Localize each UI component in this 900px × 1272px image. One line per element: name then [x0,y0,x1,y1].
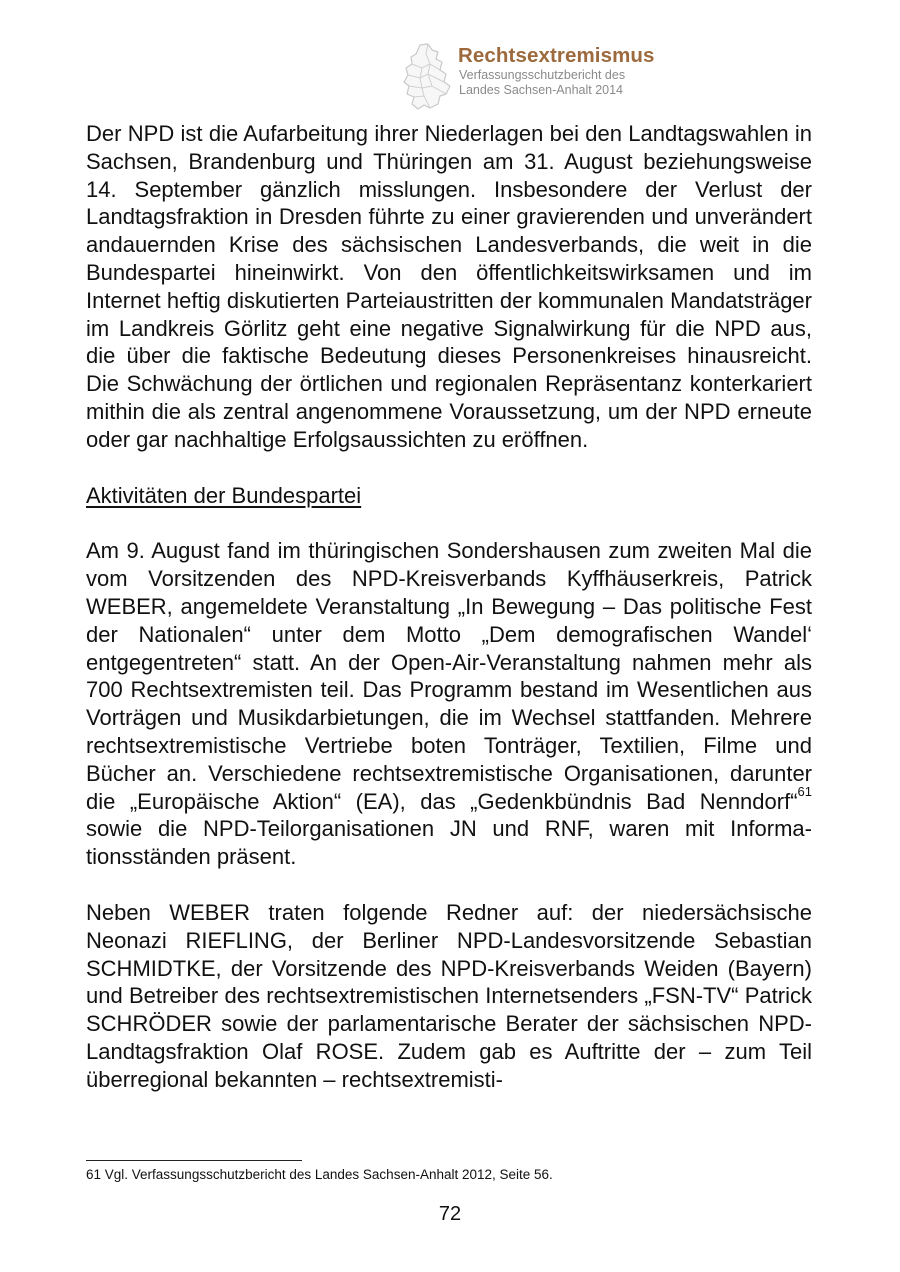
report-title: Rechtsextremismus [458,44,655,67]
footnote-61: 61 Vgl. Verfassungsschutzbericht des Landes Sachsen-Anhalt 2012, Seite 56. [86,1167,553,1182]
section-heading: Aktivitäten der Bundespartei [86,482,362,508]
page-number: 72 [438,1203,462,1225]
main-content [86,120,812,1094]
paragraph-2-text: Am 9. August fand im thüringischen Sondershausen zum zweiten Mal die vom Vorsitzenden des NPD-Kreisverbands Kyffhäuserkreis, Patrick WEBER, angemeldete Veranstaltung „In Bewegung – Das politische Fest der Nationalen“ unter dem Motto „Dem demografischen Wandel‘ entgegentreten“ statt. An der Open-Air-Veranstaltung nahmen mehr als 700 Rechtsextremisten teil. Das Programm bestand im Wesentlichen aus Vorträgen und Musikdarbietungen, die im Wechsel stattfanden. Mehrere rechtsextremistische Vertriebe boten Tonträger, Textilien, Filme und Bücher an. Verschiedene rechtsextremistische Organisationen, darunter die „Europäische Aktion“ (EA), das „Gedenkbündnis Bad Nenndorf“ [86,538,812,814]
report-subtitle-line1: Verfassungsschutzbericht des [459,68,626,82]
footnote-divider [86,1160,302,1161]
page-header [398,40,698,112]
footnote-reference: 61 [797,783,812,799]
body-paragraph-1: Der NPD ist die Aufarbeitung ihrer Niederlagen bei den Landtagswahlen in Sachsen, Brandenburg und Thüringen am 31. August beziehungsweise 14. September gänzlich misslungen. Insbesondere der Verlust der Landtagsfraktion in Dresden führte zu einer gravierenden und unverändert andauernden Krise des sächsischen Landesverbands, die weit in die Bundespartei hineinwirkt. Von den öffentlichkeitswirksamen und im Internet heftig diskutierten Parteiaustritten der kommunalen Mandatsträger im Landkreis Görlitz geht eine negative Signalwirkung für die NPD aus, die über die faktische Bedeutung dieses Personenkreises hinausreicht. Die Schwächung der örtlichen und regionalen Repräsentanz konterkariert mithin die als zentral angenommene Voraussetzung, um der NPD erneute oder gar nachhaltige Erfolgsaussichten zu eröffnen. [86,121,812,452]
report-subtitle-line2: Landes Sachsen-Anhalt 2014 [459,83,624,97]
saxony-anhalt-map-icon [398,42,458,112]
body-paragraph-2 [86,537,812,871]
body-paragraph-3: Neben WEBER traten folgende Redner auf: der niedersächsische Neonazi RIEFLING, der Berliner NPD-Landesvorsitzende Sebastian SCHMIDTKE, der Vorsitzende des NPD-Kreisverbands Weiden (Bayern) und Betreiber des rechtsextremistischen Internetsenders „FSN-TV“ Patrick SCHRÖDER sowie der parlamentarische Berater der sächsischen NPD-Landtagsfraktion Olaf ROSE. Zudem gab es Auftritte der – zum Teil überregional bekannten – rechtsextremisti- [86,899,812,1092]
paragraph-2-continuation: sowie die NPD-Teilorganisationen JN und RNF, waren mit Informationsständen präsent. [86,816,812,870]
